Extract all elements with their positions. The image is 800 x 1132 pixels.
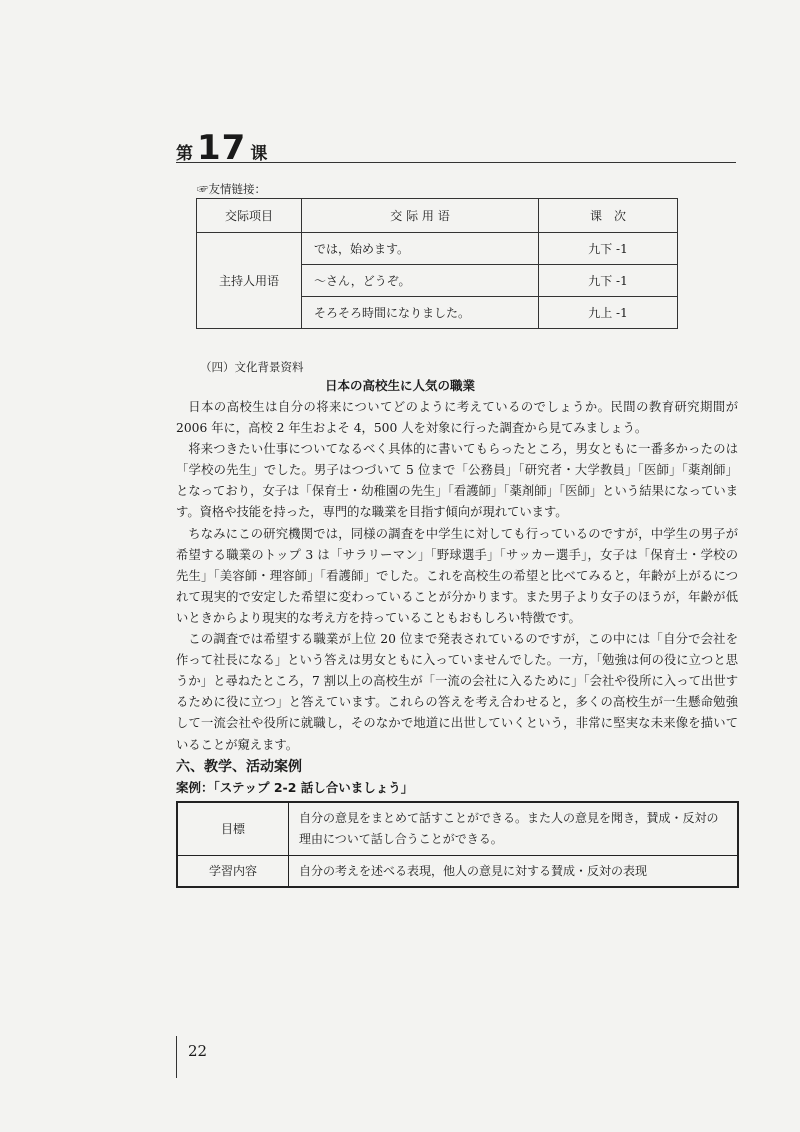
link-table-phrase: ～さん，どうぞ。 [302,265,539,297]
paragraph: 将来つきたい仕事についてなるべく具体的に書いてもらったところ，男女ともに一番多かったのは「学校の先生」でした。男子はつづいて 5 位まで「公務員」「研究者・大学教員」「医師」「薬剤師」となっており，女子は「保育士・幼稚園の先生」「看護師」「薬剤師」「医師」という結果になっています。資格や技能を持った，専門的な職業を目指す傾向が現れています。 [176,442,738,520]
case-table-content: 自分の考えを述べる表現，他人の意見に対する賛成・反対の表现 [289,856,739,888]
link-table-lesson: 九上 -1 [539,297,678,329]
lesson-suffix: 课 [250,144,268,164]
link-table-lesson: 九下 -1 [539,265,678,297]
case-table [176,801,739,888]
link-table-phrase: では，始めます。 [302,233,539,265]
link-table-category: 主持人用语 [197,233,302,329]
section4-heading: （四）文化背景资料 [200,360,304,374]
link-table [196,198,678,329]
article-title: 日本の高校生に人気の職業 [324,378,475,393]
lesson-prefix: 第 [176,144,193,164]
lesson-number: 17 [197,128,247,168]
link-table-header-item: 交际项目 [197,199,302,233]
table-row [177,802,738,856]
page-number: 22 [188,1042,208,1060]
paragraph: 日本の高校生は自分の将来についてどのように考えているのでしょうか。民間の教育研究期間が2006 年に，高校 2 年生およそ 4，500 人を対象に行った調査から見てみましょう。 [176,400,738,436]
footer-rule [176,1036,177,1078]
link-table-lesson: 九下 -1 [539,233,678,265]
link-table-header-row [197,199,678,233]
header-rule [176,162,736,163]
article-body [176,397,738,756]
table-row [197,233,678,265]
section6-heading: 六、教学、活动案例 [176,759,302,775]
case-table-label: 目標 [177,802,289,856]
link-table-header-phrase: 交 际 用 语 [302,199,539,233]
case-title: 案例：「ステップ 2-2 話し合いましょう」 [176,780,414,795]
paragraph: この調査では希望する職業が上位 20 位まで発表されているのですが，この中には「自分で会社を作って社長になる」という答えは男女ともに入っていませんでした。一方，「勉強は何の役に立つと思うか」と尋ねたところ，7 割以上の高校生が「一流の会社に入るために」「会社や役所に入って出世するために役に立つ」と答えています。これらの答えを考え合わせると，多くの高校生が一生懸命勉強して一流会社や役所に就職し，そのなかで地道に出世していくという，非常に堅実な未来像を描いていることが窺えます。 [176,632,738,752]
paragraph: ちなみにこの研究機関では，同様の調査を中学生に対しても行っているのですが，中学生の男子が希望する職業のトップ 3 は「サラリーマン」「野球選手」「サッカー選手」，女子は「保育士・学校の先生」「美容師・理容師」「看護師」でした。これを高校生の希望と比べてみると，年齢が上がるにつれて現実的で安定した希望に変わっていることが分かります。また男子より女子のほうが，年齢が低いときからより現実的な考え方を持っていることもおもしろい特徴です。 [176,526,738,625]
link-table-phrase: そろそろ時間になりました。 [302,297,539,329]
case-table-content: 自分の意見をまとめて話すことができる。また人の意見を聞き，賛成・反対の理由について話し合うことができる。 [289,802,739,856]
friend-link-label: ☞友情链接： [197,182,266,196]
case-table-label: 学習内容 [177,856,289,888]
link-table-header-lesson: 课 次 [539,199,678,233]
table-row [177,856,738,888]
